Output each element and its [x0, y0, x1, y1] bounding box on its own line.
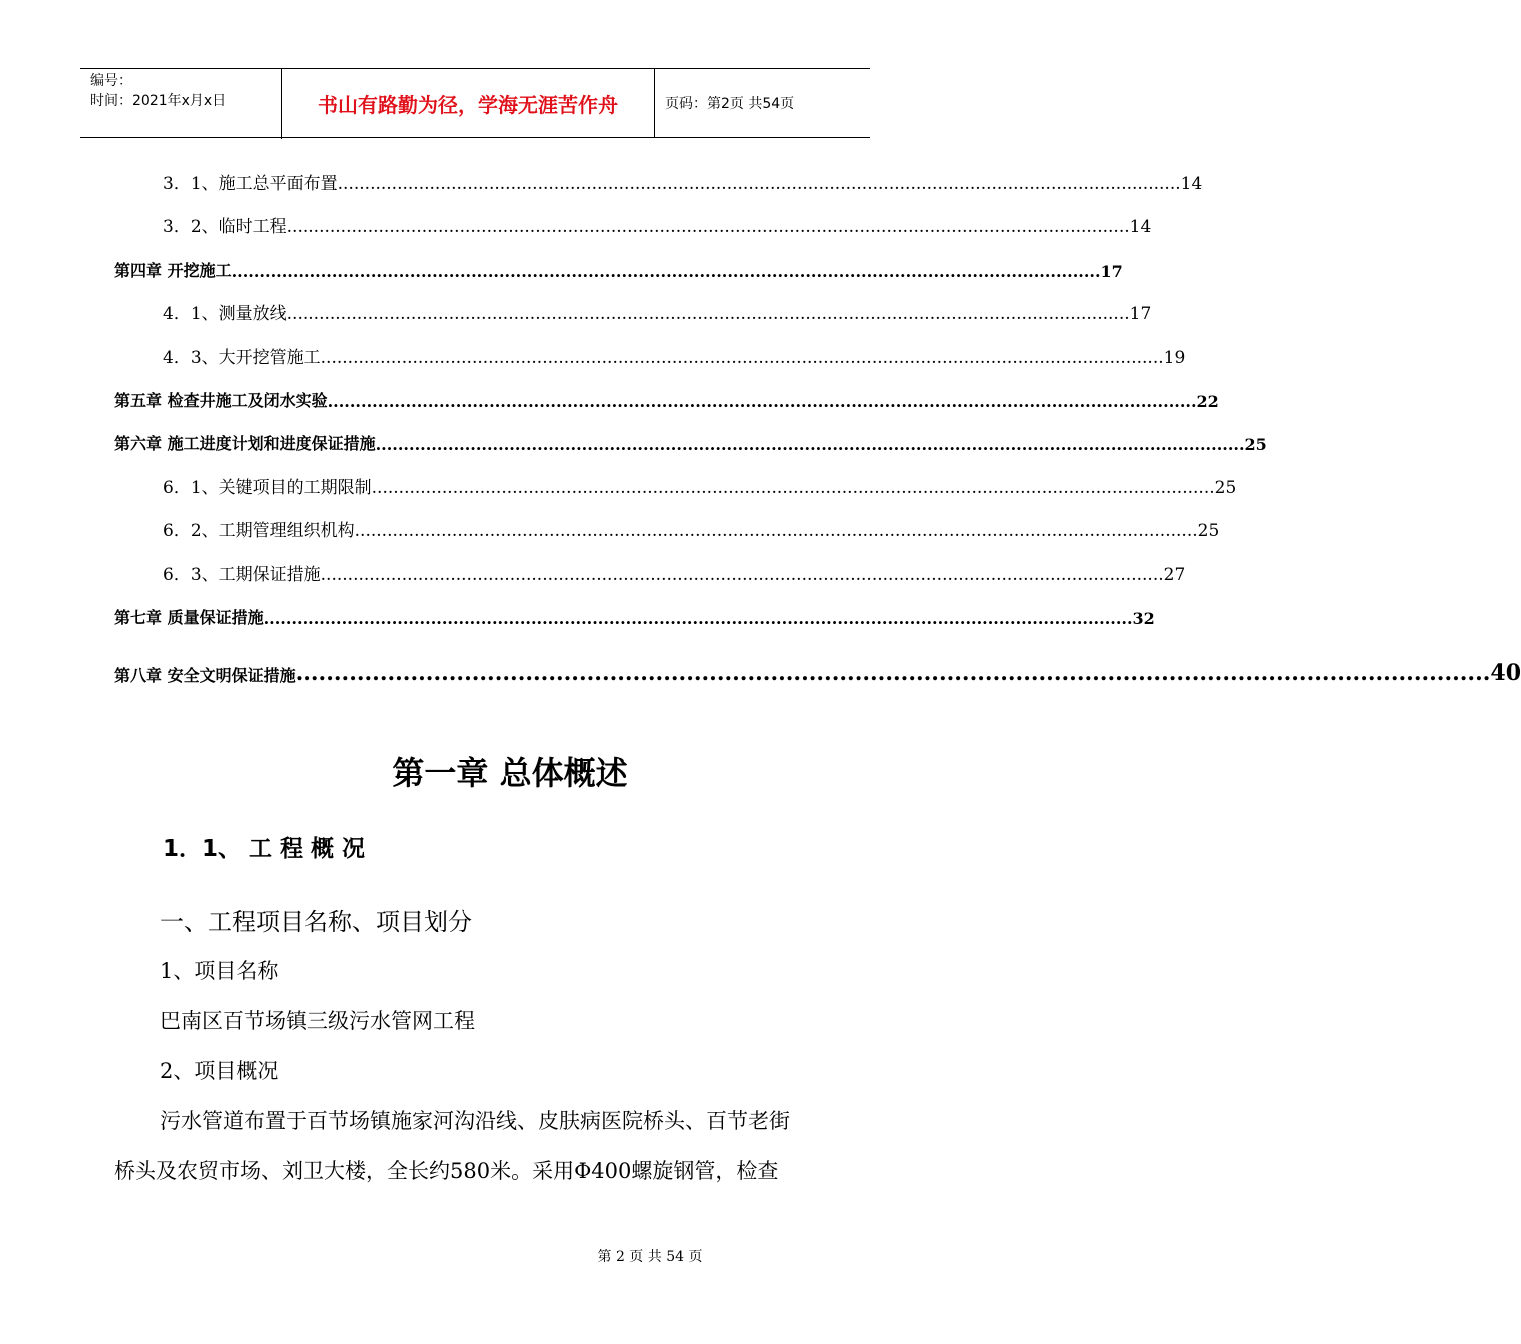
toc-leader-dots: ............................................................................................................................................................: [320, 565, 1164, 585]
toc-leader-dots: ............................................................................................................................................................: [337, 174, 1181, 194]
toc-leader-dots: ............................................................................................................................................................: [263, 609, 1133, 628]
toc-entry-title: 第五章 检查井施工及闭水实验: [114, 391, 328, 410]
item-label: 1、项目名称: [160, 959, 279, 983]
toc-entry-title: 4．3、大开挖管施工: [163, 348, 321, 368]
toc-entry-page: 25: [1214, 478, 1237, 498]
header-page-label: 页码：第2页 共54页: [665, 96, 795, 112]
toc-entry-page: 25: [1244, 435, 1267, 454]
header-motto-cell: [282, 69, 655, 137]
toc-entry-title: 第七章 质量保证措施: [114, 608, 264, 627]
toc-leader-dots: ............................................................................................................................................................: [286, 217, 1130, 237]
toc-leader-dots: ............................................................................................................................................................: [327, 392, 1197, 411]
item-value: 巴南区百节场镇三级污水管网工程: [160, 1009, 475, 1033]
toc-entry[interactable]: [163, 342, 1186, 368]
toc-entry-page: 27: [1163, 565, 1186, 585]
toc-entry[interactable]: [163, 168, 1203, 194]
toc-leader-dots: ............................................................................................................................................................: [354, 521, 1198, 541]
toc-entry-title: 6．3、工期保证措施: [163, 565, 321, 585]
toc-leader-dots: ............................................................................................................................................................: [286, 304, 1130, 324]
toc-entry[interactable]: [163, 298, 1152, 324]
toc-entry[interactable]: [163, 515, 1220, 541]
toc-entry-title: 第六章 施工进度计划和进度保证措施: [114, 434, 376, 453]
document-number-label: 编号：: [90, 73, 132, 89]
toc-entry-title: 6．1、关键项目的工期限制: [163, 478, 372, 498]
toc-entry-title: 3．1、施工总平面布置: [163, 174, 338, 194]
toc-entry-title: 4．1、测量放线: [163, 304, 287, 324]
header-info-cell: [80, 69, 282, 139]
toc-entry-page: 17: [1100, 262, 1123, 281]
chapter-title: 第一章 总体概述: [392, 754, 628, 792]
toc-entry-page: 40: [1490, 660, 1521, 686]
toc-entry-page: 22: [1196, 392, 1219, 411]
toc-entry-title: 第八章 安全文明保证措施: [114, 666, 296, 685]
toc-entry-title: 6．2、工期管理组织机构: [163, 521, 355, 541]
header-page-cell: [655, 69, 870, 137]
paragraph-line: 桥头及农贸市场、刘卫大楼，全长约580米。采用Φ400螺旋钢管，检查: [114, 1159, 779, 1183]
header-motto: 书山有路勤为径，学海无涯苦作舟: [318, 92, 618, 117]
document-header: [80, 68, 870, 138]
subsection-title: 一、工程项目名称、项目划分: [160, 908, 472, 936]
document-time-label: 时间：2021年x月x日: [90, 93, 227, 109]
toc-entry-page: 17: [1129, 304, 1152, 324]
toc-entry[interactable]: [114, 602, 1155, 628]
toc-entry-page: 32: [1132, 609, 1155, 628]
toc-entry-page: 25: [1197, 521, 1220, 541]
toc-entry[interactable]: [114, 656, 1521, 686]
toc-entry[interactable]: [114, 385, 1219, 411]
toc-entry[interactable]: [114, 428, 1267, 454]
toc-entry-title: 第四章 开挖施工: [114, 261, 232, 280]
toc-entry-title: 3．2、临时工程: [163, 217, 287, 237]
page-footer: 第 2 页 共 54 页: [597, 1249, 703, 1265]
toc-entry-page: 14: [1129, 217, 1152, 237]
toc-entry[interactable]: [114, 255, 1123, 281]
toc-entry[interactable]: [163, 472, 1237, 498]
toc-entry-page: 14: [1180, 174, 1203, 194]
toc-leader-dots: ............................................................................................................................................................: [371, 478, 1215, 498]
toc-entry[interactable]: [163, 211, 1152, 237]
toc-leader-dots: ............................................................................................................................................................: [231, 262, 1101, 281]
section-title: 1．1、 工 程 概 况: [163, 836, 366, 862]
toc-entry-page: 19: [1163, 348, 1186, 368]
toc-leader-dots: ............................................................................................................................................................: [295, 660, 1491, 686]
item-label: 2、项目概况: [160, 1059, 279, 1083]
toc-leader-dots: ............................................................................................................................................................: [320, 348, 1164, 368]
toc-leader-dots: ............................................................................................................................................................: [375, 435, 1245, 454]
paragraph-line: 污水管道布置于百节场镇施家河沟沿线、皮肤病医院桥头、百节老街: [160, 1109, 790, 1133]
toc-entry[interactable]: [163, 559, 1186, 585]
